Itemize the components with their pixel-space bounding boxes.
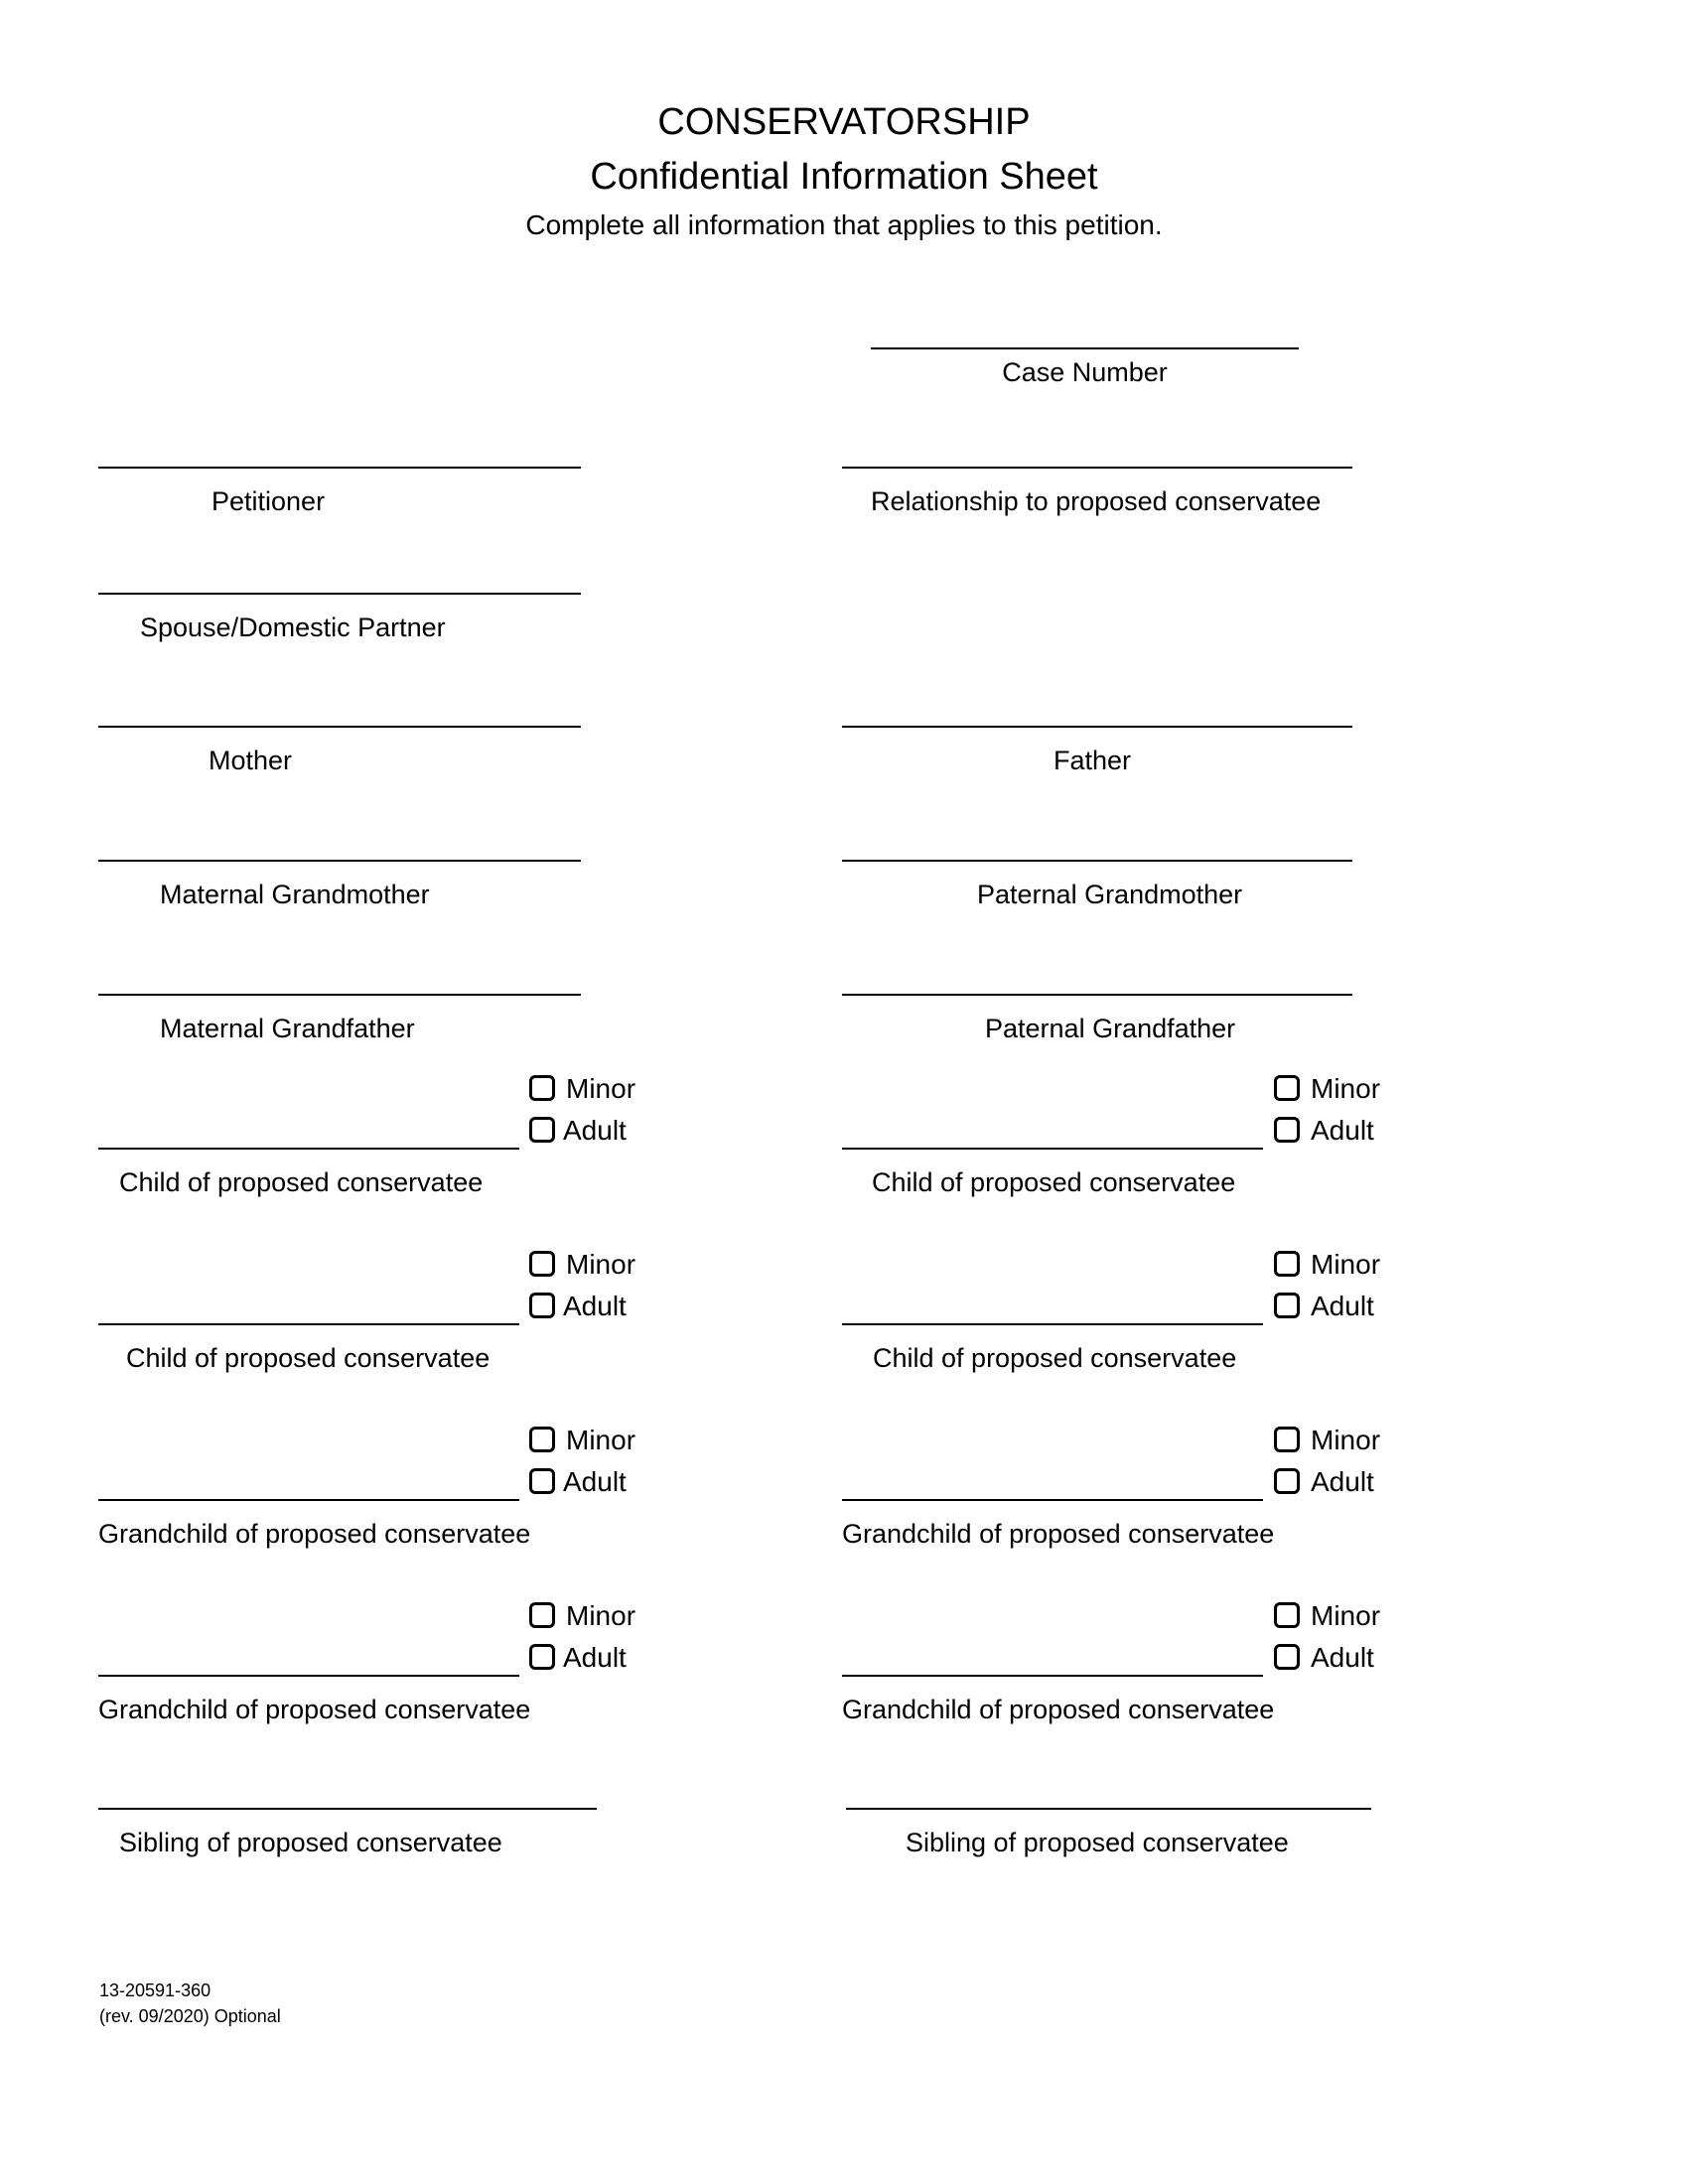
maternal-grandfather-label: Maternal Grandfather xyxy=(160,1014,415,1043)
relationship-label: Relationship to proposed conservatee xyxy=(871,486,1322,516)
petitioner-line xyxy=(98,467,581,469)
spouse-line xyxy=(98,593,581,595)
sibling-label: Sibling of proposed conservatee xyxy=(906,1828,1289,1857)
adult-label: Adult xyxy=(563,1291,627,1321)
case-number-label: Case Number xyxy=(1002,357,1168,387)
petitioner-label: Petitioner xyxy=(211,486,326,516)
relationship-line xyxy=(842,467,1352,469)
checkbox-square-icon[interactable] xyxy=(1274,1293,1300,1318)
checkbox-square-icon[interactable] xyxy=(529,1602,555,1628)
relative-label: Grandchild of proposed conservatee xyxy=(98,1519,531,1549)
checkbox-square-icon[interactable] xyxy=(529,1468,555,1494)
maternal-grandmother-line xyxy=(98,860,581,862)
minor-checkbox[interactable] xyxy=(1274,1424,1403,1457)
checkbox-square-icon[interactable] xyxy=(529,1293,555,1318)
adult-checkbox[interactable] xyxy=(1274,1114,1403,1148)
checkbox-square-icon[interactable] xyxy=(529,1117,555,1143)
minor-checkbox[interactable] xyxy=(529,1424,658,1457)
form-revision: (rev. 09/2020) Optional xyxy=(99,2006,281,2026)
mother-line xyxy=(98,726,581,728)
form-subtitle: Confidential Information Sheet xyxy=(590,156,1098,198)
checkbox-square-icon[interactable] xyxy=(1274,1075,1300,1101)
minor-label: Minor xyxy=(566,1073,636,1104)
checkbox-square-icon[interactable] xyxy=(529,1251,555,1277)
adult-checkbox[interactable] xyxy=(529,1114,658,1148)
maternal-grandfather-line xyxy=(98,994,581,996)
checkbox-square-icon[interactable] xyxy=(1274,1644,1300,1670)
sibling-line xyxy=(846,1808,1371,1810)
relative-label: Child of proposed conservatee xyxy=(872,1167,1236,1197)
relative-label: Child of proposed conservatee xyxy=(126,1343,491,1373)
minor-label: Minor xyxy=(566,1425,636,1455)
minor-label: Minor xyxy=(566,1249,636,1280)
form-title: CONSERVATORSHIP xyxy=(657,101,1031,143)
relative-line xyxy=(98,1323,519,1325)
relative-label: Grandchild of proposed conservatee xyxy=(842,1695,1275,1724)
adult-checkbox[interactable] xyxy=(1274,1641,1403,1675)
relative-line xyxy=(98,1675,519,1677)
checkbox-square-icon[interactable] xyxy=(1274,1117,1300,1143)
spouse-label: Spouse/Domestic Partner xyxy=(140,613,446,642)
minor-checkbox[interactable] xyxy=(1274,1599,1403,1633)
relative-line xyxy=(842,1323,1263,1325)
checkbox-square-icon[interactable] xyxy=(1274,1251,1300,1277)
adult-label: Adult xyxy=(1311,1642,1374,1673)
mother-label: Mother xyxy=(209,746,293,775)
relative-line xyxy=(842,1148,1263,1150)
adult-checkbox[interactable] xyxy=(529,1641,658,1675)
form-instructions: Complete all information that applies to this petition. xyxy=(525,209,1163,240)
sibling-label: Sibling of proposed conservatee xyxy=(119,1828,502,1857)
relative-label: Grandchild of proposed conservatee xyxy=(98,1695,531,1724)
adult-label: Adult xyxy=(563,1642,627,1673)
minor-label: Minor xyxy=(1311,1073,1381,1104)
adult-checkbox[interactable] xyxy=(1274,1465,1403,1499)
minor-label: Minor xyxy=(1311,1249,1381,1280)
adult-checkbox[interactable] xyxy=(1274,1290,1403,1323)
checkbox-square-icon[interactable] xyxy=(1274,1427,1300,1452)
checkbox-square-icon[interactable] xyxy=(529,1075,555,1101)
sibling-line xyxy=(98,1808,597,1810)
adult-label: Adult xyxy=(1311,1466,1374,1497)
checkbox-square-icon[interactable] xyxy=(529,1427,555,1452)
relative-line xyxy=(842,1499,1263,1501)
form-number: 13-20591-360 xyxy=(99,1980,211,2000)
paternal-grandfather-line xyxy=(842,994,1352,996)
minor-checkbox[interactable] xyxy=(529,1599,658,1633)
case-number-line xyxy=(871,347,1299,349)
checkbox-square-icon[interactable] xyxy=(1274,1468,1300,1494)
paternal-grandmother-line xyxy=(842,860,1352,862)
relative-line xyxy=(98,1148,519,1150)
minor-checkbox[interactable] xyxy=(529,1072,658,1106)
checkbox-square-icon[interactable] xyxy=(1274,1602,1300,1628)
maternal-grandmother-label: Maternal Grandmother xyxy=(160,880,430,909)
father-line xyxy=(842,726,1352,728)
minor-label: Minor xyxy=(1311,1600,1381,1631)
minor-checkbox[interactable] xyxy=(529,1248,658,1282)
relative-label: Grandchild of proposed conservatee xyxy=(842,1519,1275,1549)
father-label: Father xyxy=(1054,746,1132,775)
relative-label: Child of proposed conservatee xyxy=(119,1167,484,1197)
minor-label: Minor xyxy=(1311,1425,1381,1455)
minor-label: Minor xyxy=(566,1600,636,1631)
checkbox-square-icon[interactable] xyxy=(529,1644,555,1670)
adult-label: Adult xyxy=(1311,1115,1374,1146)
adult-checkbox[interactable] xyxy=(529,1290,658,1323)
relative-line xyxy=(98,1499,519,1501)
minor-checkbox[interactable] xyxy=(1274,1248,1403,1282)
adult-label: Adult xyxy=(563,1115,627,1146)
minor-checkbox[interactable] xyxy=(1274,1072,1403,1106)
relative-line xyxy=(842,1675,1263,1677)
relative-label: Child of proposed conservatee xyxy=(873,1343,1237,1373)
adult-label: Adult xyxy=(563,1466,627,1497)
adult-checkbox[interactable] xyxy=(529,1465,658,1499)
paternal-grandfather-label: Paternal Grandfather xyxy=(985,1014,1236,1043)
adult-label: Adult xyxy=(1311,1291,1374,1321)
paternal-grandmother-label: Paternal Grandmother xyxy=(977,880,1243,909)
